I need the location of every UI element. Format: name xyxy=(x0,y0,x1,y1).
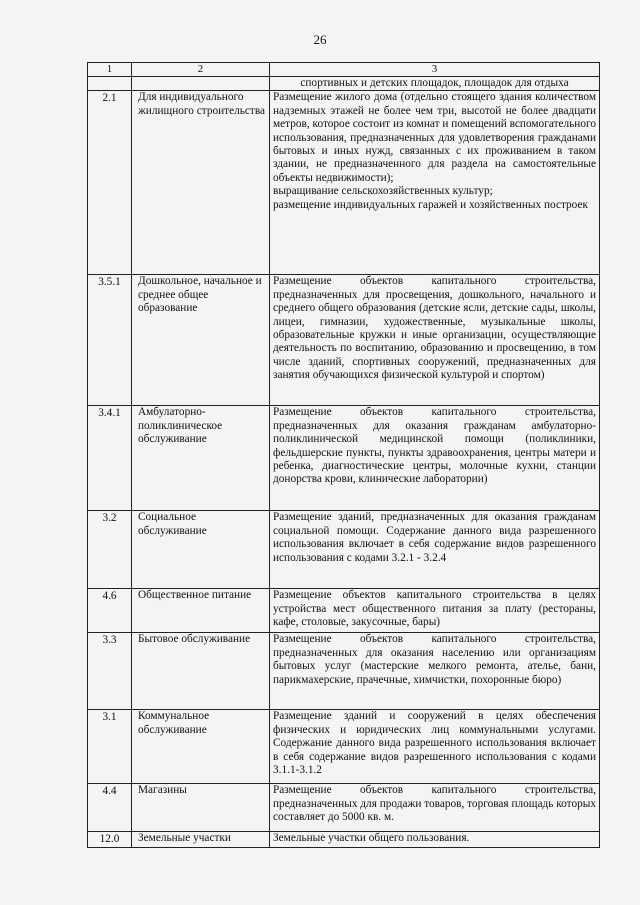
table-row xyxy=(88,784,600,832)
description-cell: Размещение зданий, предназначенных для оказания гражданам социальной помощи. Содержание данного вида разрешенного использования включает в себя содержание видов разрешенного использования с кодами 3.2.1 - 3.2.4 xyxy=(270,511,600,589)
table-row xyxy=(88,275,600,406)
description-paragraph: Размещение жилого дома (отдельно стоящего здания количеством надземных этажей не более чем три, высотой не более двадцати метров, которое состоит из комнат и помещений вспомогательного использования, предназначенных для удовлетворения гражданами бытовых и иных нужд, связанных с их проживанием в таком здании, не предназначенного для раздела на самостоятельные объекты недвижимости); xyxy=(273,91,596,184)
code-cell: 12.0 xyxy=(88,832,132,847)
table-row xyxy=(88,406,600,511)
code-cell: 3.4.1 xyxy=(88,406,132,511)
description-cell xyxy=(270,91,600,275)
description-cell: Земельные участки общего пользования. xyxy=(270,832,600,847)
description-paragraph: размещение индивидуальных гаражей и хозяйственных построек xyxy=(273,198,588,211)
name-cell: Дошкольное, начальное и среднее общее образование xyxy=(132,275,270,406)
header-cell: 3 xyxy=(270,63,600,77)
table-row xyxy=(88,511,600,589)
header-cell: 1 xyxy=(88,63,132,77)
code-cell: 3.3 xyxy=(88,633,132,710)
table-header-row xyxy=(88,63,600,77)
description-paragraph: выращивание сельскохозяйственных культур; xyxy=(273,185,493,198)
description-cell: Размещение зданий и сооружений в целях обеспечения физических и юридических лиц коммунальными услугами. Содержание данного вида разрешенного использования включает в себя содержание видов разрешенного использования с кодами 3.1.1-3.1.2 xyxy=(270,710,600,784)
name-cell xyxy=(132,77,270,91)
name-cell: Магазины xyxy=(132,784,270,832)
code-cell: 2.1 xyxy=(88,91,132,275)
table-row xyxy=(88,832,600,847)
code-cell: 4.6 xyxy=(88,589,132,633)
land-use-table xyxy=(87,62,600,848)
description-cell: Размещение объектов капитального строительства, предназначенных для оказания гражданам амбулаторно-поликлинической медицинской помощи (поликлиники, фельдшерские пункты, пункты здравоохранения, центры матери и ребенка, диагностические центры, молочные кухни, станции донорства крови, клинические лаборатории) xyxy=(270,406,600,511)
table-row xyxy=(88,589,600,633)
name-cell: Земельные участки xyxy=(132,832,270,847)
name-cell: Социальное обслуживание xyxy=(132,511,270,589)
code-cell: 4.4 xyxy=(88,784,132,832)
description-cell: Размещение объектов капитального строительства в целях устройства мест общественного питания за плату (рестораны, кафе, столовые, закусочные, бары) xyxy=(270,589,600,633)
name-cell: Общественное питание xyxy=(132,589,270,633)
description-cell: Размещение объектов капитального строительства, предназначенных для оказания населению или организациям бытовых услуг (мастерские мелкого ремонта, ателье, бани, парикмахерские, прачечные, химчистки, похоронные бюро) xyxy=(270,633,600,710)
description-cell: Размещение объектов капитального строительства, предназначенных для продажи товаров, торговая площадь которых составляет до 5000 кв. м. xyxy=(270,784,600,832)
table-row xyxy=(88,633,600,710)
name-cell: Коммунальное обслуживание xyxy=(132,710,270,784)
name-cell: Амбулаторно-поликлиническое обслуживание xyxy=(132,406,270,511)
table-row xyxy=(88,710,600,784)
table-row xyxy=(88,77,600,91)
table-row xyxy=(88,91,600,275)
header-cell: 2 xyxy=(132,63,270,77)
description-cell: Размещение объектов капитального строительства, предназначенных для просвещения, дошкольного, начального и среднего общего образования (детские ясли, детские сады, школы, лицеи, гимназии, художественные, музыкальные школы, образовательные кружки и иные организации, осуществляющие деятельность по воспитанию, образованию и просвещению, в том числе зданий, спортивных сооружений, предназначенных для занятия обучающихся физической культурой и спортом) xyxy=(270,275,600,406)
code-cell: 3.2 xyxy=(88,511,132,589)
code-cell xyxy=(88,77,132,91)
name-cell: Для индивидуального жилищного строительства xyxy=(132,91,270,275)
code-cell: 3.5.1 xyxy=(88,275,132,406)
page-number: 26 xyxy=(313,32,327,47)
name-cell: Бытовое обслуживание xyxy=(132,633,270,710)
continuation-text: спортивных и детских площадок, площадок для отдыха xyxy=(270,77,600,91)
code-cell: 3.1 xyxy=(88,710,132,784)
